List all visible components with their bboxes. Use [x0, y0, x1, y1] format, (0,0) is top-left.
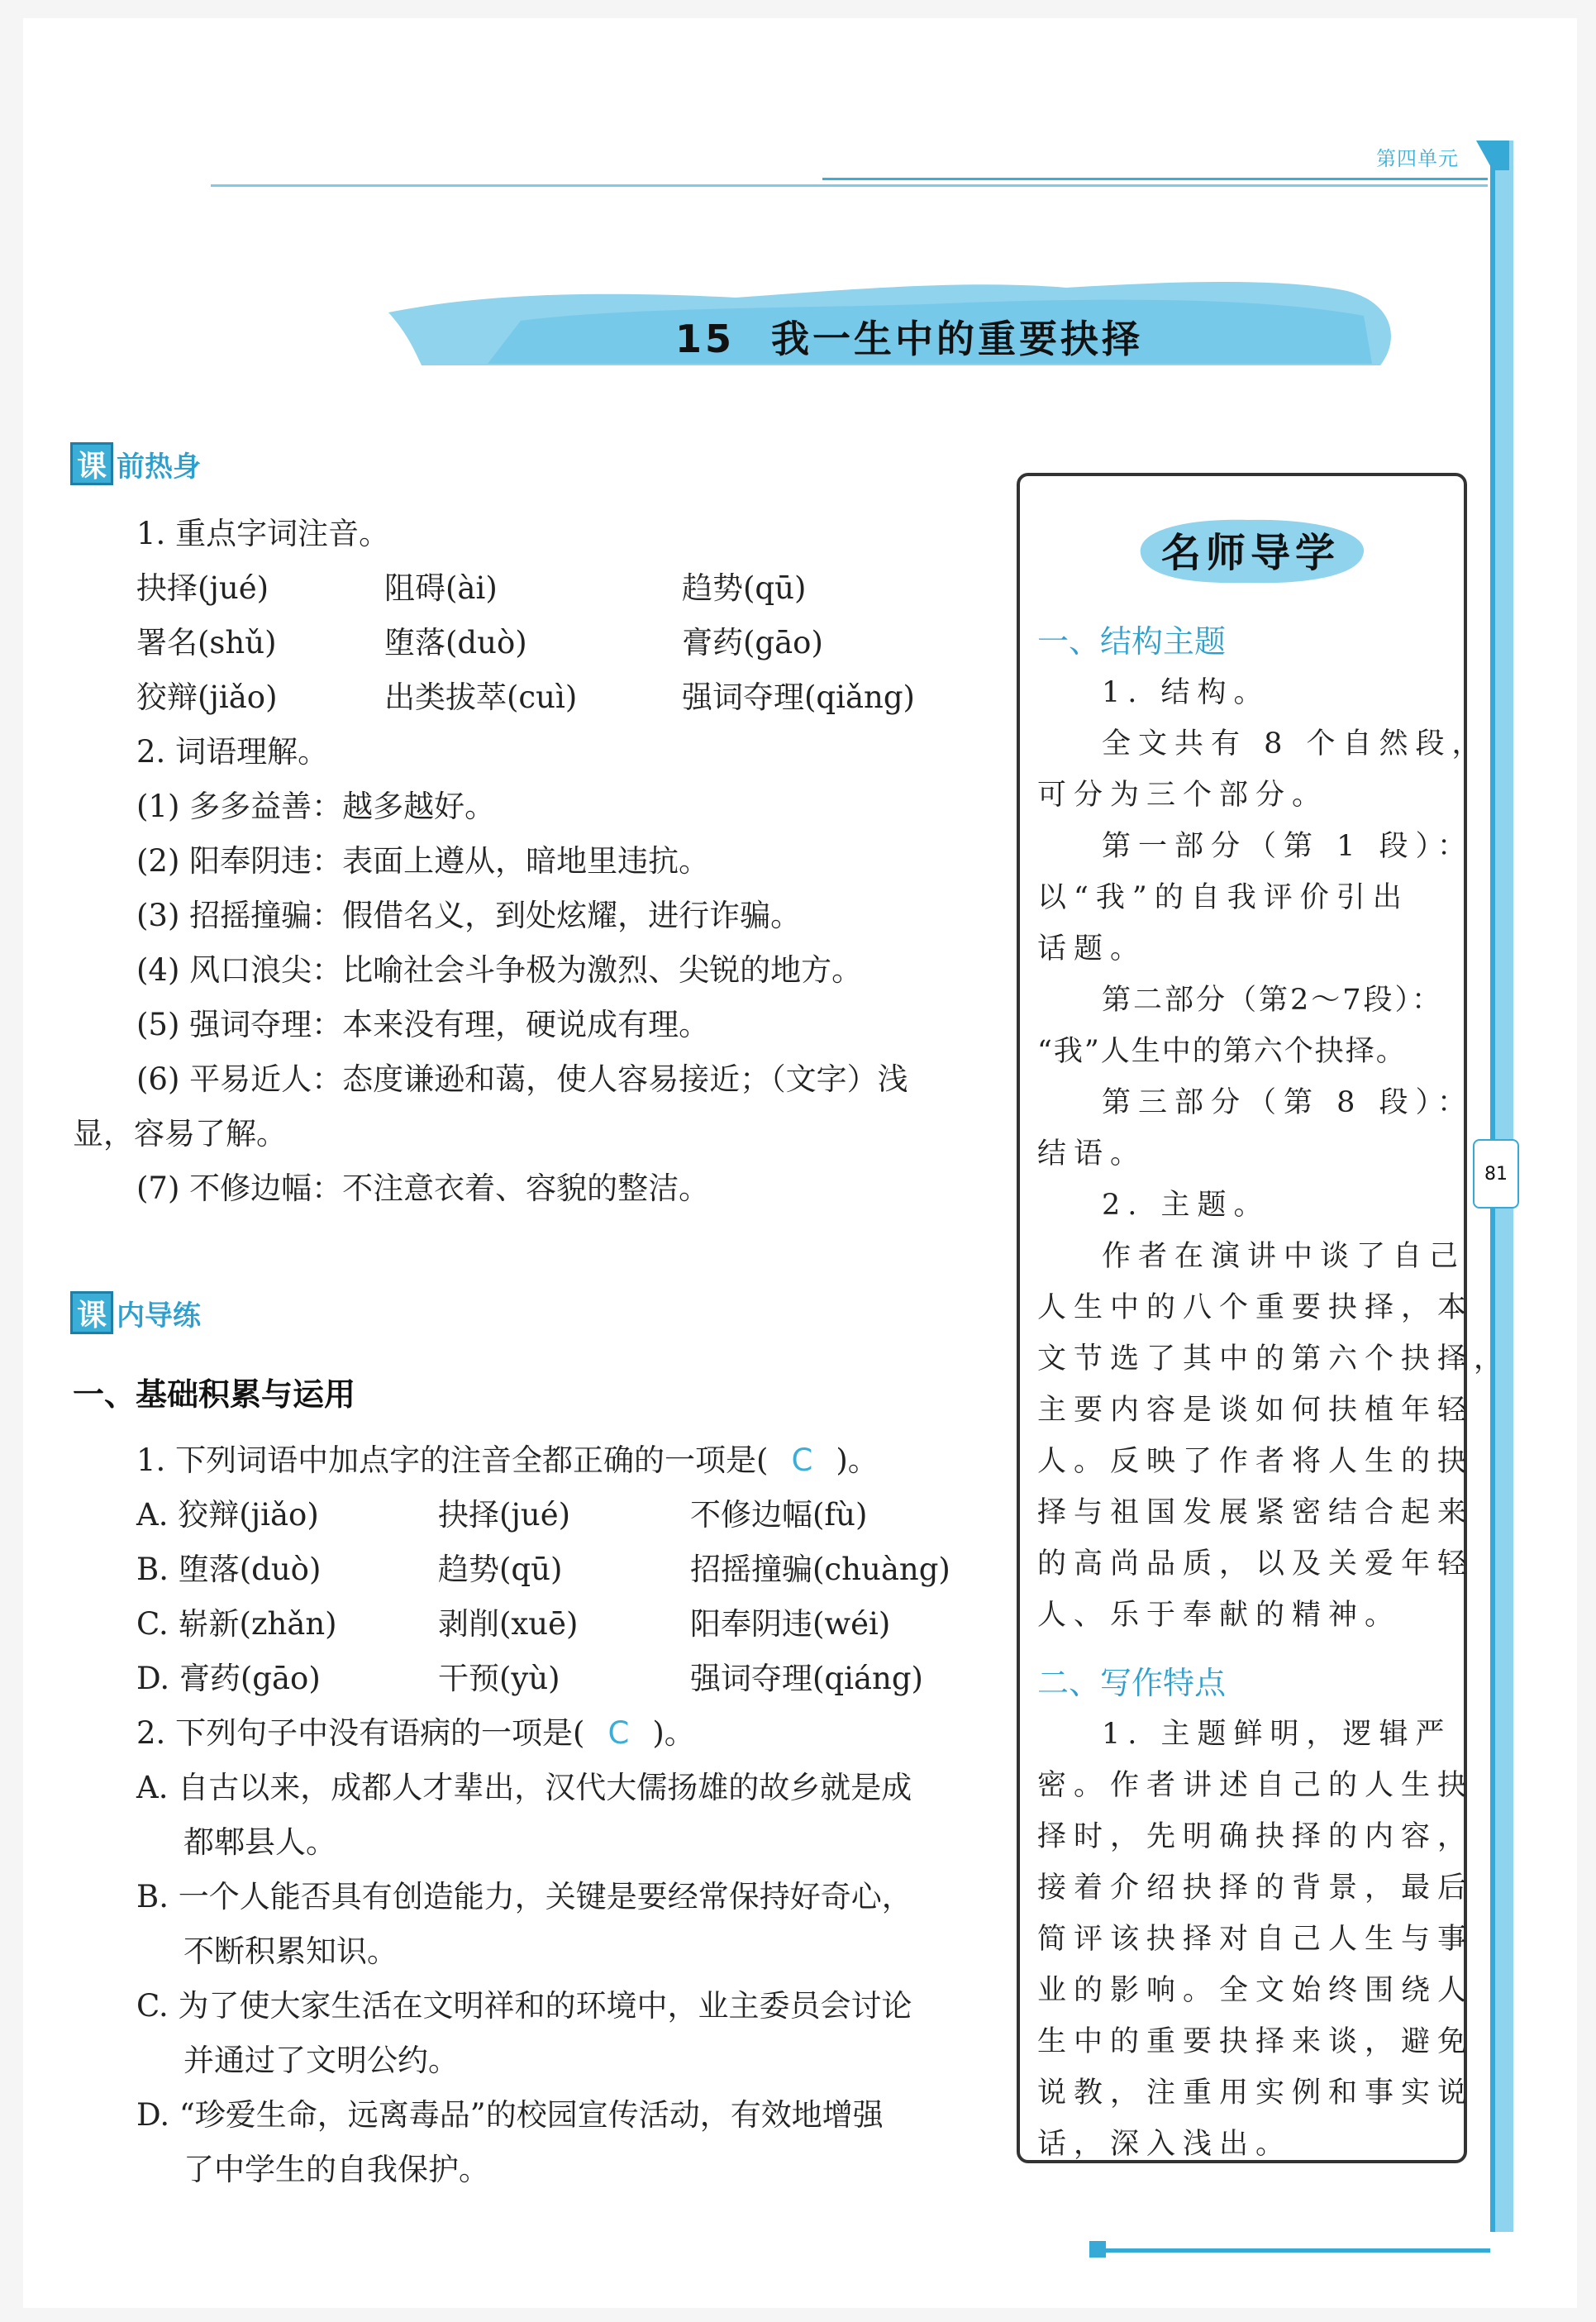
definition-line: (1) 多多益善：越多越好。	[136, 789, 496, 824]
definition-line: (7) 不修边幅：不注意衣着、容貌的整洁。	[136, 1171, 710, 1206]
option-cell: 剥削(xuē)	[438, 1606, 579, 1642]
q2-heading: 2. 词语理解。	[136, 734, 329, 770]
guide-heading-writing: 二、写作特点	[1037, 1665, 1227, 1701]
lesson-title: 我一生中的重要抉择	[771, 317, 1143, 361]
badge-label: 内导练	[117, 1299, 201, 1333]
q1-heading: 1. 重点字词注音。	[136, 516, 390, 551]
guide-line: 简评该抉择对自己人生与事	[1037, 1923, 1475, 1956]
pinyin-cell: 署名(shǔ)	[136, 625, 277, 660]
header-rule	[211, 184, 1488, 187]
option-cell: 抉择(jué)	[438, 1497, 571, 1533]
definition-line: (3) 招摇撞骗：假借名义，到处炫耀，进行诈骗。	[136, 898, 802, 933]
option-line: 不断积累知识。	[183, 1933, 398, 1969]
definition-line: (2) 阳奉阴违：表面上遵从，暗地里违抗。	[136, 843, 710, 879]
pinyin-cell: 膏药(gāo)	[682, 625, 823, 660]
lesson-number: 15	[674, 317, 735, 361]
guide-line: 接着介绍抉择的背景，最后	[1037, 1871, 1475, 1905]
guide-line: 2. 主题。	[1102, 1189, 1270, 1222]
option-cell: B. 堕落(duò)	[136, 1552, 322, 1587]
guide-line: 第三部分（第 8 段）：	[1102, 1086, 1475, 1119]
pinyin-cell: 趋势(qū)	[682, 570, 807, 606]
page-number-tab	[1473, 1139, 1519, 1209]
pinyin-cell: 强词夺理(qiǎng)	[682, 679, 915, 715]
page-title	[388, 309, 1430, 364]
guide-line: 择与祖国发展紧密结合起来	[1037, 1496, 1475, 1529]
option-cell: A. 狡辩(jiǎo)	[136, 1497, 319, 1533]
question-stem-end: )。	[652, 1715, 695, 1751]
badge-box: 课	[70, 442, 113, 485]
guide-line: 结语。	[1037, 1137, 1147, 1171]
guide-line: 文节选了其中的第六个抉择，	[1037, 1342, 1511, 1376]
option-line: 并通过了文明公约。	[183, 2043, 459, 2078]
badge-box: 课	[70, 1291, 113, 1334]
option-cell: 不修边幅(fù)	[690, 1497, 868, 1533]
definition-line: (5) 强词夺理：本来没有理，硬说成有理。	[136, 1007, 710, 1042]
answer-mark: C	[607, 1715, 630, 1751]
section-badge-in-class	[70, 1291, 201, 1334]
option-cell: 干预(yù)	[438, 1661, 560, 1696]
pinyin-cell: 出类拔萃(cuì)	[384, 679, 578, 715]
section-badge-pre-class	[70, 442, 201, 485]
option-line: C. 为了使大家生活在文明祥和的环境中，业主委员会讨论	[136, 1988, 912, 2024]
pinyin-cell: 阻碍(ài)	[384, 570, 498, 606]
section-heading: 一、基础积累与运用	[73, 1376, 356, 1413]
guide-line: 话题。	[1037, 932, 1147, 966]
guide-line: 1. 结构。	[1102, 676, 1270, 709]
guide-line: 可分为三个部分。	[1037, 779, 1329, 812]
option-cell: 阳奉阴违(wéi)	[690, 1606, 891, 1642]
question-2	[136, 1715, 695, 1751]
title-banner	[388, 273, 1405, 380]
definition-line: (6) 平易近人：态度谦逊和蔼，使人容易接近；（文字）浅	[136, 1061, 908, 1097]
option-cell: C. 崭新(zhǎn)	[136, 1606, 337, 1642]
guide-line: 说教，注重用实例和事实说	[1037, 2076, 1475, 2110]
guide-title: 名师导学	[1160, 530, 1340, 576]
answer-mark: C	[791, 1442, 813, 1478]
question-stem: 2. 下列句子中没有语病的一项是(	[136, 1715, 585, 1751]
unit-label: 第四单元	[1376, 147, 1459, 170]
guide-line: 人、乐于奉献的精神。	[1037, 1599, 1402, 1632]
definition-line: (4) 风口浪尖：比喻社会斗争极为激烈、尖锐的地方。	[136, 952, 863, 988]
option-line: 都郫县人。	[183, 1824, 336, 1860]
pinyin-cell: 狡辩(jiǎo)	[136, 679, 278, 715]
guide-line: 第一部分（第 1 段）：	[1102, 830, 1475, 863]
page-number: 81	[1484, 1163, 1508, 1185]
option-cell: 强词夺理(qiáng)	[690, 1661, 923, 1696]
guide-line: “我”人生中的第六个抉择。	[1037, 1035, 1407, 1068]
question-1	[136, 1442, 879, 1478]
guide-line: 业的影响。全文始终围绕人	[1037, 1974, 1475, 2007]
guide-line: 全文共有 8 个自然段，	[1102, 727, 1489, 760]
guide-line: 1. 主题鲜明，逻辑严	[1102, 1718, 1452, 1751]
guide-heading-structure: 一、结构主题	[1037, 623, 1227, 660]
option-line: D. “珍爱生命，远离毒品”的校园宣传活动，有效地增强	[136, 2097, 884, 2133]
guide-line: 的高尚品质，以及关爱年轻	[1037, 1547, 1475, 1581]
question-stem: 1. 下列词语中加点字的注音全都正确的一项是(	[136, 1442, 769, 1478]
header-rule-accent	[822, 178, 1488, 180]
question-stem-end: )。	[836, 1442, 879, 1478]
guide-line: 主要内容是谈如何扶植年轻	[1037, 1394, 1475, 1427]
guide-line: 话，深入浅出。	[1037, 2128, 1293, 2161]
guide-line: 人。反映了作者将人生的抉	[1037, 1445, 1475, 1478]
definition-line: 显，容易了解。	[73, 1116, 287, 1151]
guide-line: 作者在演讲中谈了自己	[1102, 1240, 1466, 1273]
guide-line: 第二部分（第2～7段）：	[1102, 984, 1444, 1017]
guide-line: 人生中的八个重要抉择，本	[1037, 1291, 1475, 1324]
guide-line: 密。作者讲述自己的人生抉	[1037, 1769, 1475, 1802]
badge-label: 前热身	[117, 450, 201, 484]
pinyin-cell: 抉择(jué)	[136, 570, 269, 606]
option-line: 了中学生的自我保护。	[183, 2152, 489, 2187]
option-cell: 趋势(qū)	[438, 1552, 563, 1587]
guide-line: 择时，先明确抉择的内容，	[1037, 1820, 1475, 1853]
guide-line: 生中的重要抉择来谈，避免	[1037, 2025, 1475, 2058]
pinyin-cell: 堕落(duò)	[384, 625, 527, 660]
option-cell: 招摇撞骗(chuàng)	[690, 1552, 950, 1587]
option-cell: D. 膏药(gāo)	[136, 1661, 321, 1696]
option-line: B. 一个人能否具有创造能力，关键是要经常保持好奇心，	[136, 1879, 912, 1914]
bottom-rule	[1098, 2248, 1490, 2253]
guide-line: 以“我”的自我评价引出	[1037, 881, 1409, 914]
option-line: A. 自古以来，成都人才辈出，汉代大儒扬雄的故乡就是成	[136, 1770, 912, 1805]
